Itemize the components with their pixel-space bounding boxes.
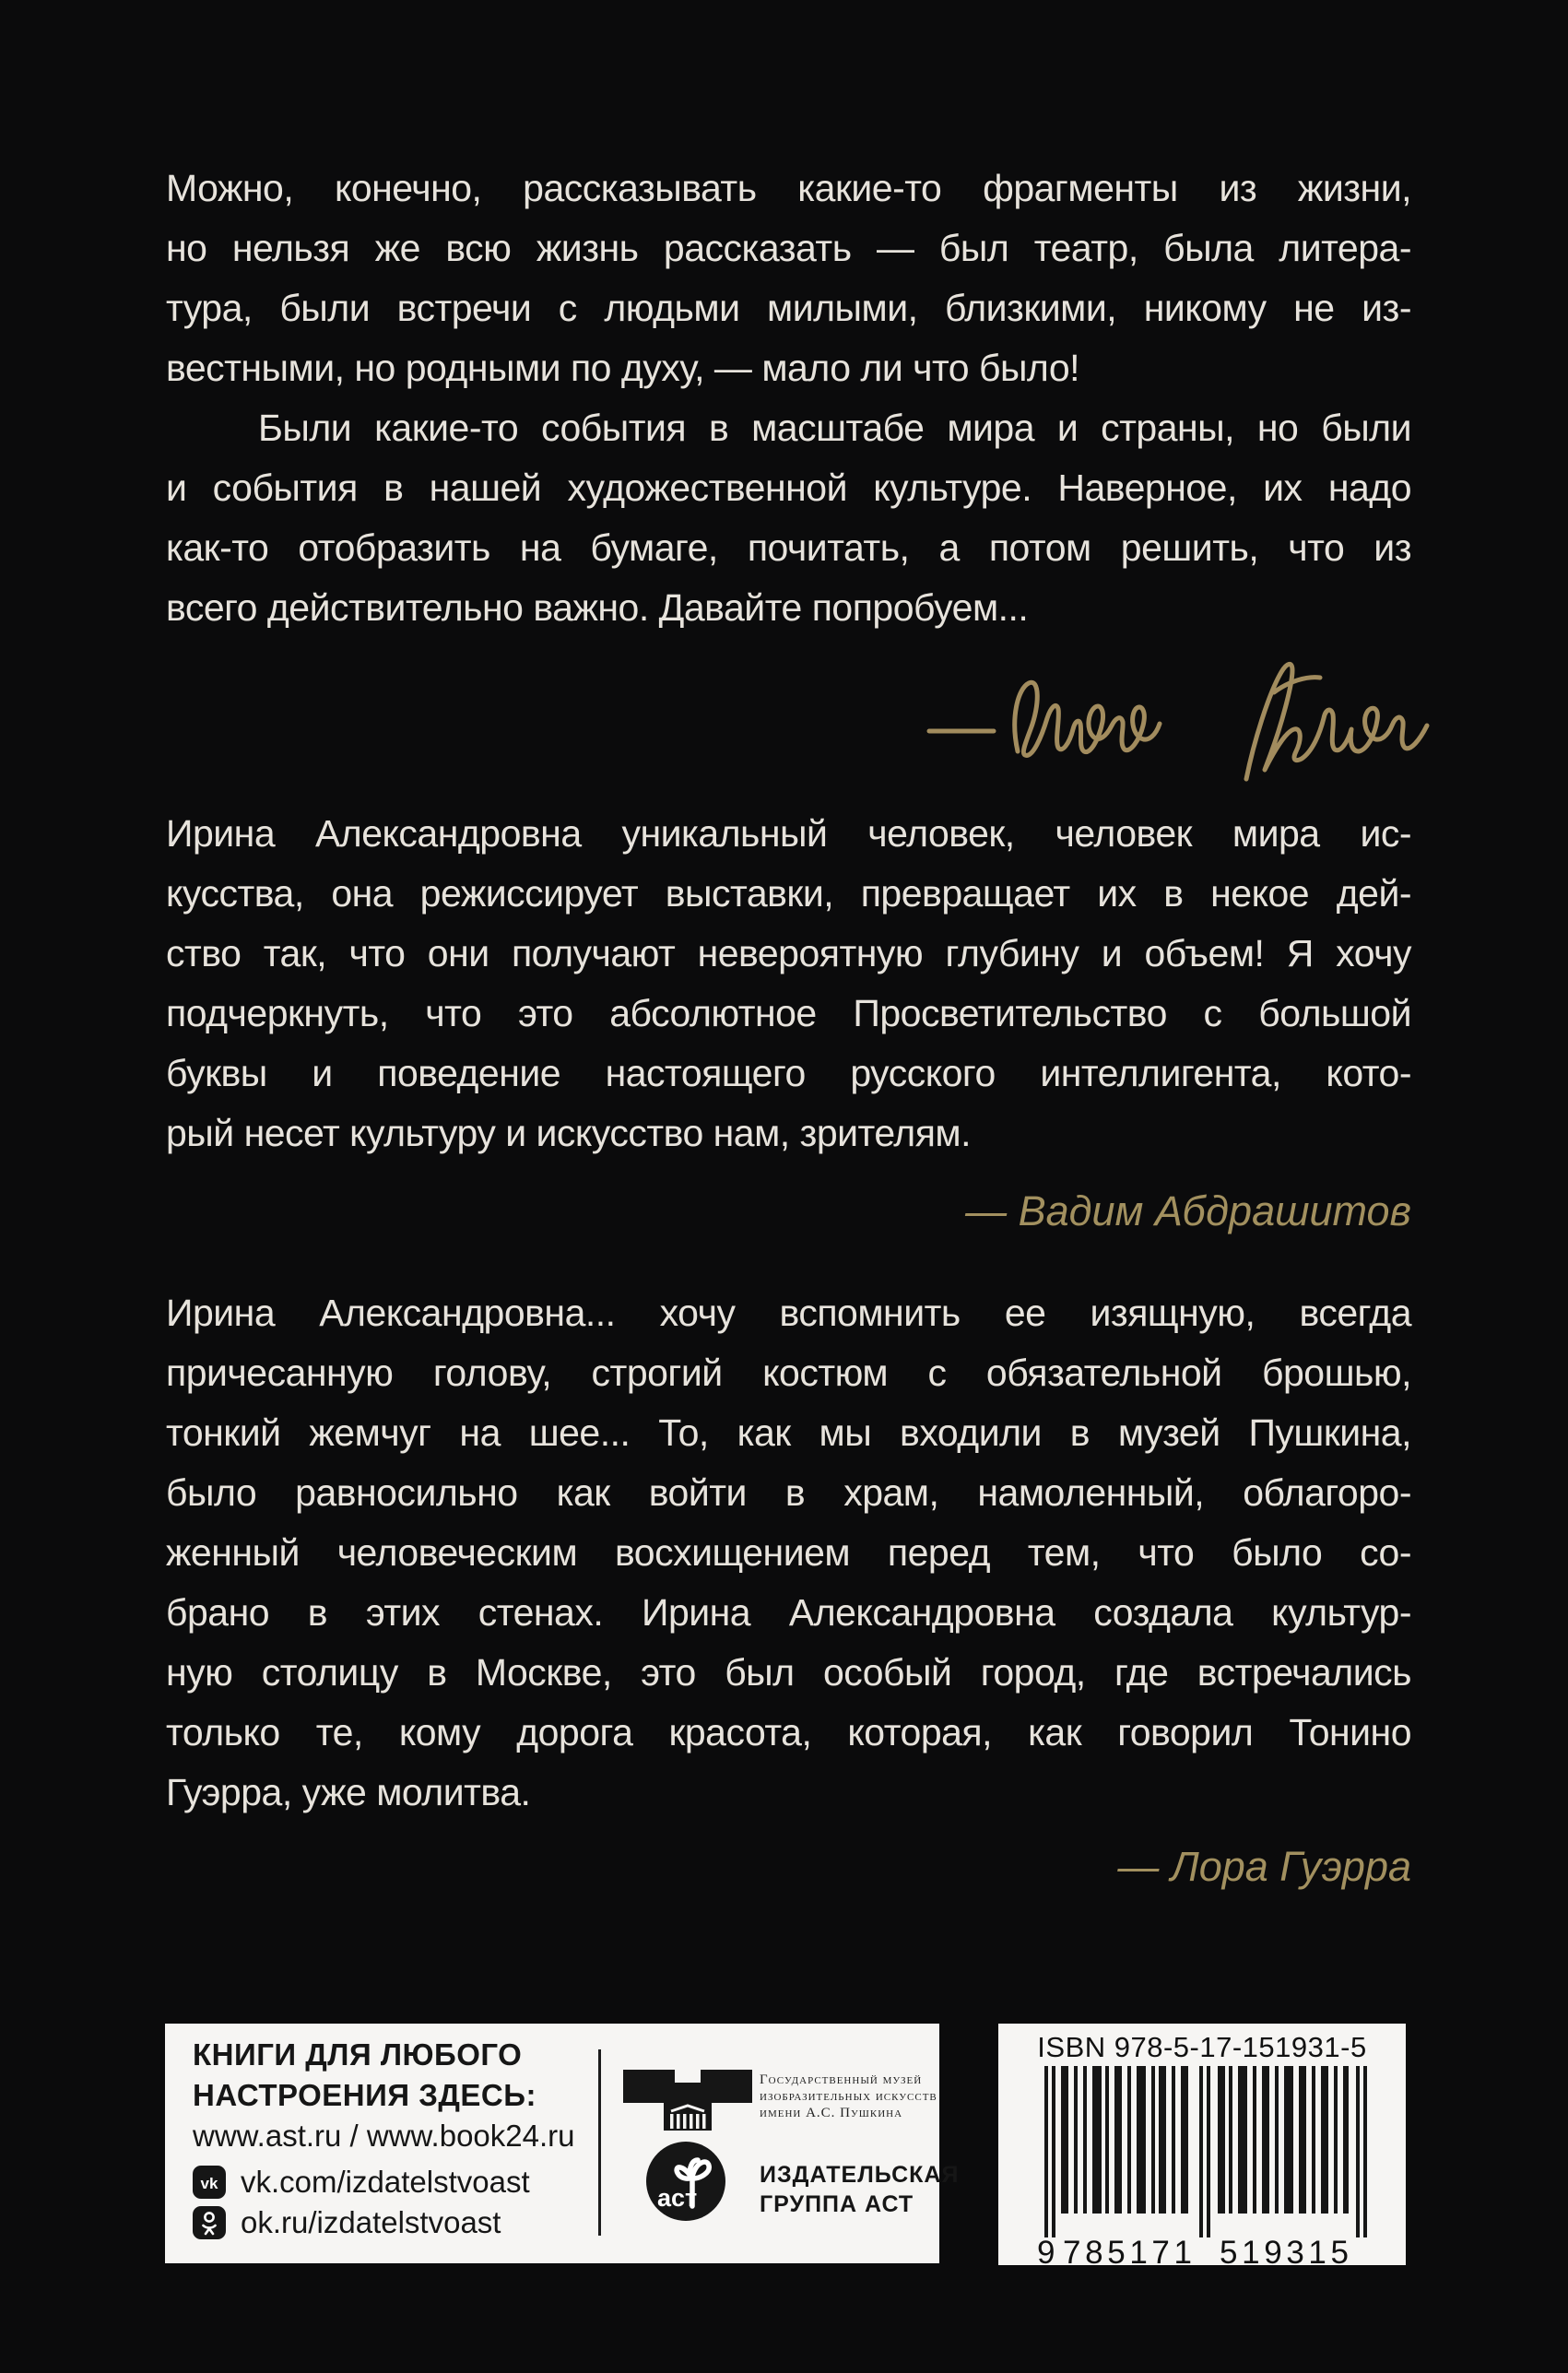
quote-line: подчеркнуть, что это абсолютное Просветительство с большой: [166, 992, 1411, 1034]
vk-icon: [193, 2166, 226, 2199]
quote-line: кусства, она режиссирует выставки, превращает их в некое дей-: [166, 872, 1411, 915]
quote-line: Были какие-то события в масштабе мира и страны, но были: [258, 407, 1411, 449]
quote-line: Ирина Александровна... хочу вспомнить ее изящную, всегда: [166, 1292, 1411, 1334]
quote-line: всего действительно важно. Давайте попробуем...: [166, 586, 1029, 629]
quote-line: тура, были встречи с людьми милыми, близкими, никому не из-: [166, 287, 1411, 329]
attribution-abdrashitov: — Вадим Абдрашитов: [965, 1187, 1411, 1234]
ok-icon: [193, 2206, 226, 2239]
quote-line: брано в этих стенах. Ирина Александровна создала культур-: [166, 1591, 1411, 1634]
ast-logo-icon: [644, 2140, 727, 2227]
ast-logo-text: аст: [657, 2184, 698, 2212]
barcode-box: [998, 2024, 1406, 2265]
publisher-info-box: [165, 2024, 960, 2263]
quote-line: буквы и поведение настоящего русского интеллигента, кото-: [166, 1052, 1411, 1094]
vk-link-row: [193, 2164, 530, 2201]
irina-antonova-signature: [922, 641, 1438, 797]
museum-caption-line1: Государственный музей: [760, 2072, 923, 2087]
quote-line: Можно, конечно, рассказывать какие-то фрагменты из жизни,: [166, 167, 1411, 209]
barcode-digits-group1: 785171: [1063, 2235, 1192, 2267]
promo-heading-line2: НАСТРОЕНИЯ ЗДЕСЬ:: [193, 2078, 536, 2112]
quote-abdrashitov: [166, 804, 1411, 1163]
barcode-digit-9: 9: [1037, 2235, 1055, 2267]
museum-caption-line2: изобразительных искусств: [760, 2089, 937, 2104]
ok-link-label: ok.ru/izdatelstvoast: [241, 2205, 501, 2239]
ast-caption: [760, 2160, 959, 2219]
quote-line: тонкий жемчуг на шее... То, как мы входили в музей Пушкина,: [166, 1411, 1411, 1454]
quote-line: как-то отобразить на бумаге, почитать, а потом решить, что из: [166, 526, 1411, 569]
quote-line: и события в нашей художественной культуре. Наверное, их надо: [166, 466, 1411, 509]
footer-divider: [598, 2049, 601, 2236]
promo-heading-line1: КНИГИ ДЛЯ ЛЮБОГО: [193, 2037, 523, 2072]
barcode-digits-group2: 519315: [1220, 2235, 1349, 2267]
quote-line: Гуэрра, уже молитва.: [166, 1771, 531, 1813]
ean13-barcode: [1037, 2066, 1373, 2267]
quote-line: ную столицу в Москве, это был особый город, где встречались: [166, 1651, 1411, 1694]
quote-line: вестными, но родными по духу, — мало ли что было!: [166, 347, 1080, 389]
quote-line: причесанную голову, строгий костюм с обязательной брошью,: [166, 1352, 1411, 1394]
quote-line: женный человеческим восхищением перед тем, что было со-: [166, 1531, 1411, 1574]
attribution-guerra: — Лора Гуэрра: [1117, 1843, 1411, 1890]
ast-caption-line2: ГРУППА АСТ: [760, 2191, 914, 2217]
ok-link-row: [193, 2204, 501, 2241]
promo-heading: [193, 2035, 536, 2116]
quote-line: рый несет культуру и искусство нам, зрителям.: [166, 1112, 972, 1154]
quote-antonova: [166, 159, 1411, 638]
quote-line: ство так, что они получают невероятную глубину и объем! Я хочу: [166, 932, 1411, 974]
museum-caption-line3: имени А.С. Пушкина: [760, 2106, 903, 2120]
quote-line: только те, кому дорога красота, которая, как говорил Тонино: [166, 1711, 1411, 1753]
ast-caption-line1: ИЗДАТЕЛЬСКАЯ: [760, 2162, 960, 2188]
pushkin-museum-caption: [760, 2072, 937, 2121]
quote-line: но нельзя же всю жизнь рассказать — был театр, была литера-: [166, 227, 1411, 269]
vk-link-label: vk.com/izdatelstvoast: [241, 2165, 530, 2199]
pushkin-museum-logo-icon: [623, 2070, 752, 2135]
quote-line: Ирина Александровна уникальный человек, человек мира ис-: [166, 812, 1411, 855]
isbn-number: ISBN 978-5-17-151931-5: [1037, 2031, 1367, 2063]
quote-line: было равносильно как войти в храм, намоленный, облагоро-: [166, 1471, 1411, 1514]
svg-text:vk: vk: [200, 2175, 218, 2192]
promo-websites: www.ast.ru / www.book24.ru: [193, 2119, 575, 2153]
quote-guerra: [166, 1283, 1411, 1823]
